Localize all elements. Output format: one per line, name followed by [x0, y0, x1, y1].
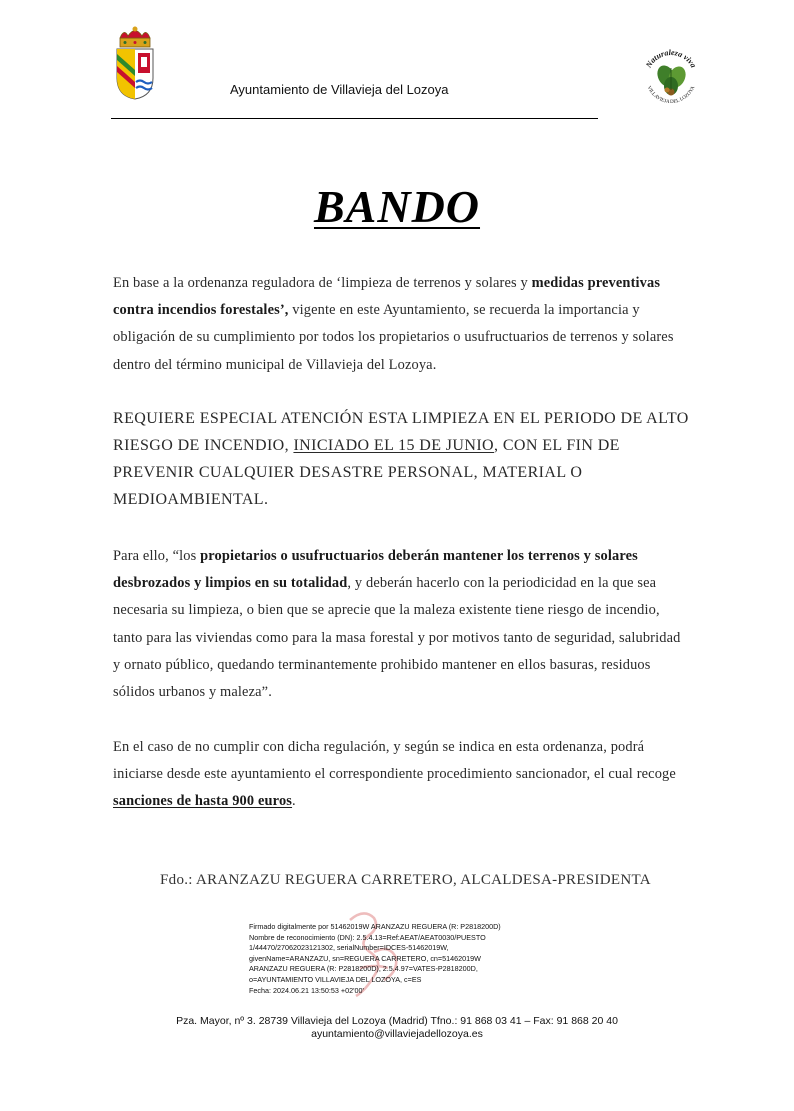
sig-line: ARANZAZU REGUERA (R: P2818200D), 2.5.4.97=VATES-P2818200D,: [249, 964, 478, 974]
sig-line: o=AYUNTAMIENTO VILLAVIEJA DEL LOZOYA, c=ES: [249, 974, 422, 984]
header-divider: [111, 118, 598, 119]
sig-line: Firmado digitalmente por 51462019W ARANZAZU REGUERA (R: P2818200D): [249, 922, 501, 931]
signature-line: Fdo.: ARANZAZU REGUERA CARRETERO, ALCALDESA-PRESIDENTA: [160, 872, 651, 888]
sig-line: Nombre de reconocimiento (DN): 2.5.4.13=Ref:AEAT/AEAT0030/PUESTO: [249, 932, 486, 942]
paragraph-ordinance: [113, 270, 683, 379]
p1-text-c: vigente en este Ayuntamiento, se recuerda la importancia y obligación de su cumplimiento por todos los propietarios o usufructuarios de terrenos y solares dentro del término municipal de Villavieja del Lozoya.: [113, 302, 674, 373]
sig-line: 1/44470/27062023121302, serialNumber=IDCES-51462019W,: [249, 943, 449, 953]
paragraph-sanctions: [113, 734, 683, 816]
p4-text-a: En el caso de no cumplir con dicha regulación, y según se indica en esta ordenanza, podrá iniciarse desde este ayuntamiento el correspondiente procedimiento sancionador, el cual recoge: [113, 739, 676, 783]
header-title: Ayuntamiento de Villavieja del Lozoya: [230, 82, 449, 97]
digital-signature-block: [249, 922, 519, 996]
p2-underlined-date: INICIADO EL 15 DE JUNIO: [293, 437, 495, 454]
p3-text-c: , y deberán hacerlo con la periodicidad en la que sea necesaria su limpieza, o bien que se aprecie que la maleza existente tiene riesgo de incendio, tanto para las viviendas como para la masa forestal y por motivos tanto de seguridad, salubridad y ornato público, quedando terminantemente prohibido mantener en ellos basuras, residuos sólidos urbanos y maleza”.: [113, 575, 681, 701]
sig-line: Fecha: 2024.06.21 13:50:53 +02'00': [249, 985, 364, 995]
p1-bold: medidas preventivas contra incendios forestales’,: [113, 275, 661, 319]
p1-text-a: En base a la ordenanza reguladora de ‘limpieza de terrenos y solares y: [113, 275, 532, 291]
paragraph-obligations: [113, 543, 683, 706]
footer-address: Pza. Mayor, nº 3. 28739 Villavieja del Lozoya (Madrid) Tfno.: 91 868 03 41 – Fax: 91 868 20 40: [176, 1015, 618, 1027]
sig-line: givenName=ARANZAZU, sn=REGUERA CARRETERO, cn=51462019W: [249, 953, 481, 963]
p4-text-c: .: [292, 793, 296, 810]
p3-text-a: Para ello, “los: [113, 548, 201, 564]
p2-text-c: , CON EL FIN DE PREVENIR CUALQUIER DESASTRE PERSONAL, MATERIAL O MEDIOAMBIENTAL.: [113, 437, 620, 508]
nature-logo: [640, 44, 702, 108]
logo-text-top: Naturaleza viva: [644, 47, 699, 70]
p3-bold: propietarios o usufructuarios deberán mantener los terrenos y solares desbrozados y limpios en su totalidad: [113, 548, 638, 592]
svg-text:Naturaleza viva: [644, 48, 699, 70]
paragraph-high-risk: [113, 405, 693, 513]
footer-email: ayuntamiento@villaviejadellozoya.es: [311, 1028, 483, 1040]
page-title: [0, 180, 794, 233]
oak-leaves-icon: [654, 63, 689, 96]
coat-of-arms-icon: [114, 26, 156, 100]
title-text: BANDO: [313, 181, 481, 232]
logo-text-bottom: VILLAVIEJA DEL LOZOYA: [645, 85, 697, 106]
p2-text-a: REQUIERE ESPECIAL ATENCIÓN ESTA LIMPIEZA EN EL PERIODO DE ALTO RIESGO DE INCENDIO,: [113, 410, 689, 454]
p4-bold-sanctions: sanciones de hasta 900 euros: [113, 793, 293, 810]
